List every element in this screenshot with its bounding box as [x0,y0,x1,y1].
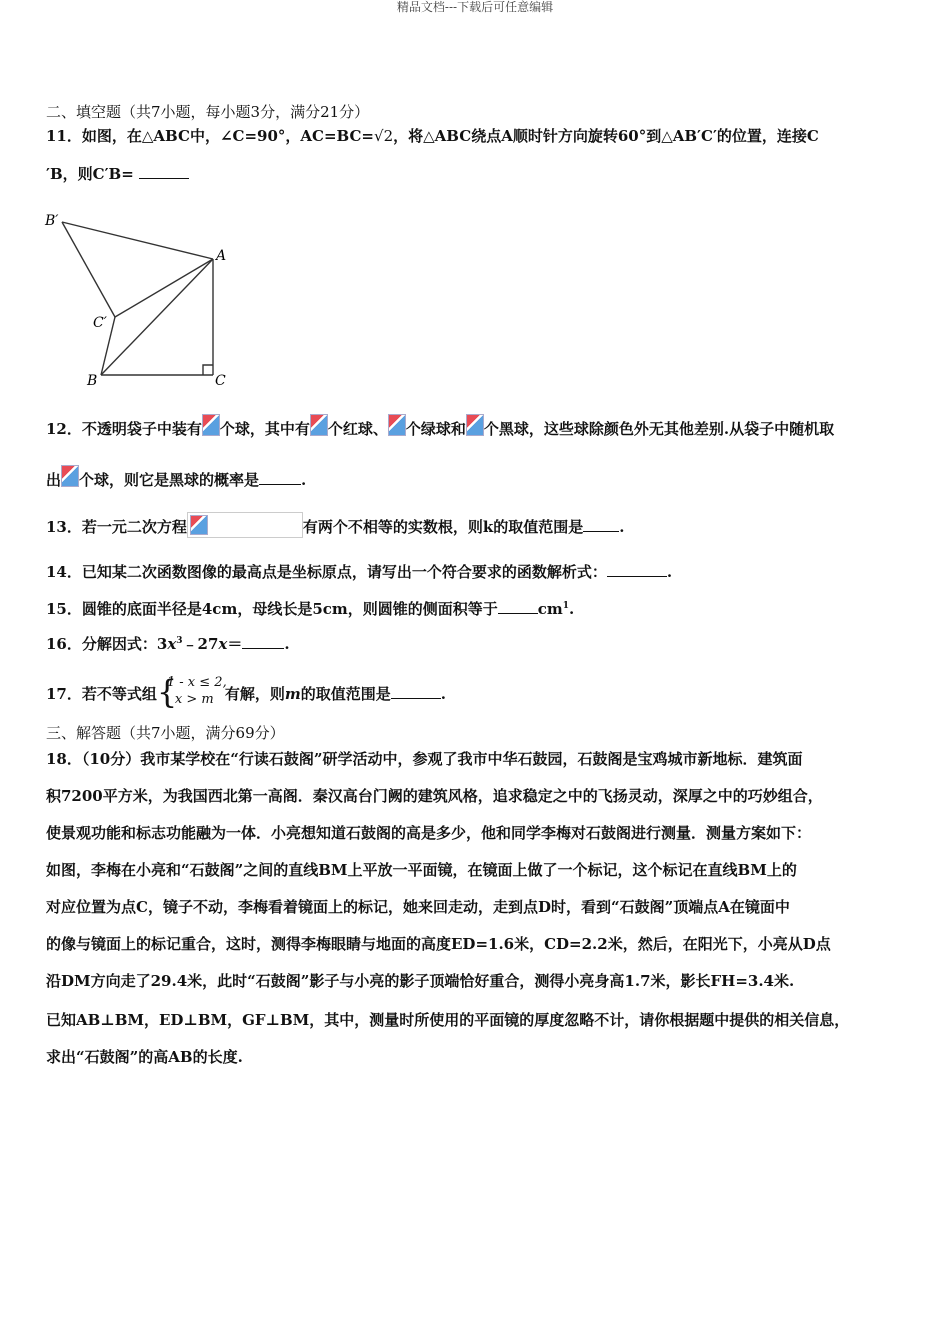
q13-text-1: 13．若一元二次方程 [46,518,187,536]
q11-text-a: 11．如图，在△ABC中，∠C=90°，AC=BC= [46,127,375,145]
answer-blank [139,164,189,179]
q18-line-2: 积7200平方米，为我国西北第一高阁．秦汉高台门阙的建筑风格，追求稳定之中的飞扬灵动，深厚之中的巧妙组合， [46,787,823,805]
exponent: 3 [176,636,183,646]
formula-image-icon [310,414,328,436]
q18-line-8: 已知AB⊥BM，ED⊥BM，GF⊥BM，其中，测量时所使用的平面镜的厚度忽略不计，请你根据题中提供的相关信息， [46,1011,850,1029]
q18-line-5: 对应位置为点C，镜子不动，李梅看着镜面上的标记，她来回走动，走到点D时，看到“石鼓阁”顶端点A在镜面中 [46,898,790,916]
label-c-prime: C′ [93,315,107,331]
q15-text: 15．圆锥的底面半径是4cm，母线长是5cm，则圆锥的侧面积等于 [46,600,498,618]
q16-text-3: ＝ [227,635,243,653]
section-3-title: 三、解答题（共7小题，满分69分） [46,724,285,742]
period: . [284,635,290,653]
inequality-2: x > m [174,692,214,707]
seg-bp-cp [62,222,115,317]
period: . [301,471,307,489]
question-11-line-2 [46,164,189,184]
period: . [569,600,575,618]
answer-blank [607,562,667,577]
q18-line-7: 沿DM方向走了29.4米，此时“石鼓阁”影子与小亮的影子顶端恰好重合，测得小亮身高1.7米，影长FH=3.4米. [46,972,795,990]
sqrt-2: √2 [374,127,394,145]
answer-blank [391,684,441,699]
right-angle-mark [203,365,213,375]
q17-text-3: 的取值范围是 [300,685,391,703]
q12-text-6: 出 [46,471,62,489]
var-m: m [284,685,301,703]
formula-image-icon [202,414,220,436]
q12-text-3: 个红球、 [327,420,388,438]
q12-text-5: 个黑球，这些球除颜色外无其他差别.从袋子中随机取 [483,420,835,438]
formula-image-icon [61,465,79,487]
label-b-prime: B′ [45,213,59,229]
question-11-line-1 [46,126,819,146]
label-c: C [215,373,226,389]
answer-blank [583,517,619,532]
q13-text-2: 有两个不相等的实数根，则k的取值范围是 [302,518,584,536]
q12-text-1: 12．不透明袋子中装有 [46,420,202,438]
q17-text-1: 17．若不等式组 [46,685,157,703]
var-x: x [167,635,177,653]
label-a: A [216,248,227,264]
seg-bp-a [62,222,213,259]
period: . [666,563,673,581]
q18-line-6: 的像与镜面上的标记重合，这时，测得李梅眼睛与地面的高度ED=1.6米，CD=2.2米，然后，在阳光下，小亮从D点 [46,935,831,953]
inequality-1: 1 - x ≤ 2, [166,675,227,690]
var-x: x [218,635,228,653]
question-12-line-2 [46,465,306,490]
q12-text-7: 个球，则它是黑球的概率是 [79,471,260,489]
period: . [440,685,447,703]
q18-line-3: 使景观功能和标志功能融为一体．小亮想知道石鼓阁的高是多少，他和同学李梅对石鼓阁进行测量．测量方案如下： [46,824,812,842]
q16-text-1: 16．分解因式：3 [46,635,168,653]
q16-text-2: ﹣27 [182,635,219,653]
formula-image-icon [466,414,484,436]
triangle-figure [40,205,240,390]
question-17 [46,673,447,711]
answer-blank [242,634,284,649]
section-2-title: 二、填空题（共7小题，每小题3分，满分21分） [46,103,370,121]
question-13 [46,512,625,538]
unit-superscript: 1 [562,601,570,611]
q17-text-2: 有解，则 [224,685,285,703]
equation-image-icon [187,512,303,538]
question-14 [46,562,672,582]
q18-line-9: 求出“石鼓阁”的高AB的长度. [46,1048,243,1066]
seg-cp-a [115,259,213,317]
question-12-line-1 [46,414,834,439]
unit: cm [537,600,563,618]
q12-text-4: 个绿球和 [405,420,466,438]
inequality-system: { 1 - x ≤ 2, x > m [156,673,227,711]
page-header: 精品文档---下载后可任意编辑 [396,0,554,14]
question-15 [46,596,574,619]
answer-blank [259,470,301,485]
q11-text-c: ′B，则C′B= [46,165,139,183]
formula-image-icon [388,414,406,436]
period: . [619,518,625,536]
answer-blank [498,599,538,614]
label-b: B [87,373,98,389]
q12-text-2: 个球，其中有 [219,420,310,438]
q18-line-4: 如图，李梅在小亮和“石鼓阁”之间的直线BM上平放一平面镜，在镜面上做了一个标记，这个标记在直线BM上的 [46,861,797,879]
q11-text-b: ，将△ABC绕点A顺时针方向旋转60°到△AB′C′的位置，连接C [393,127,819,145]
q14-text: 14．已知某二次函数图像的最高点是坐标原点，请写出一个符合要求的函数解析式： [46,563,607,581]
seg-b-a [101,259,213,375]
q18-line-1: 18．（10分）我市某学校在“行读石鼓阁”研学活动中，参观了我市中华石鼓园，石鼓阁是宝鸡城市新地标．建筑面 [46,750,803,768]
question-16 [46,631,290,654]
